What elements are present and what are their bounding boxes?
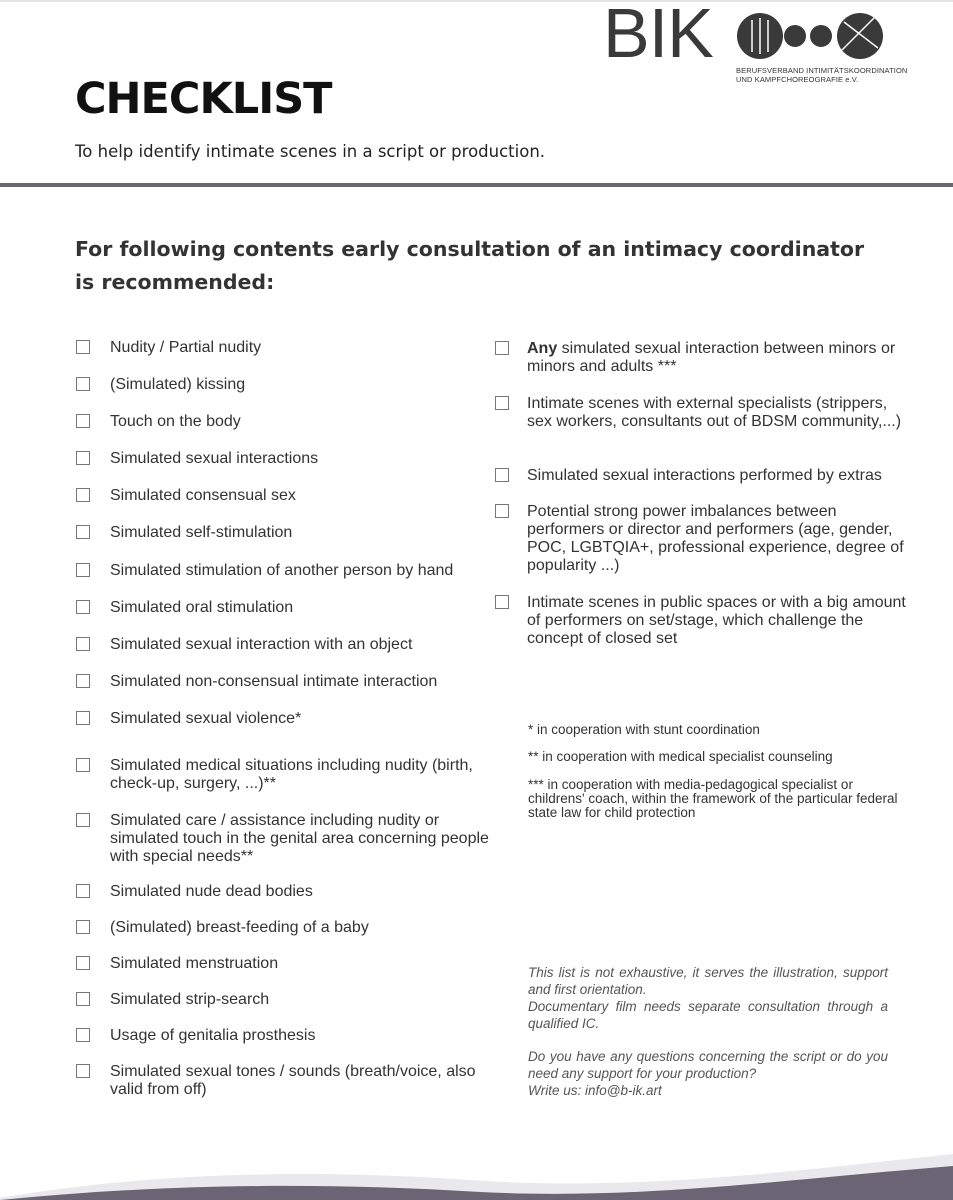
checkbox[interactable] [76, 451, 90, 465]
checklist-item[interactable]: Simulated sexual tones / sounds (breath/voice, also valid from off) [76, 1063, 495, 1099]
checklist-item[interactable]: Simulated sexual violence* [76, 710, 495, 728]
page-title: CHECKLIST [75, 74, 332, 124]
footnote: * in cooperation with stunt coordination [528, 722, 760, 737]
checklist-item[interactable]: Simulated strip-search [76, 991, 495, 1009]
checklist-item[interactable]: Simulated sexual interaction with an object [76, 636, 495, 654]
checkbox[interactable] [76, 674, 90, 688]
checkbox[interactable] [76, 488, 90, 502]
checklist-item[interactable]: Usage of genitalia prosthesis [76, 1027, 495, 1045]
checklist-item[interactable]: Simulated menstruation [76, 955, 495, 973]
section-heading: For following contents early consultation of an intimacy coordinator is recommended: [75, 237, 865, 294]
checklist-item[interactable]: Simulated consensual sex [76, 487, 495, 505]
checklist-item[interactable]: Simulated self-stimulation [76, 524, 495, 542]
checkbox[interactable] [76, 711, 90, 725]
checkbox[interactable] [76, 340, 90, 354]
checkbox[interactable] [495, 504, 509, 518]
checkbox[interactable] [76, 414, 90, 428]
logo-circles-icon [736, 12, 891, 64]
checkbox[interactable] [76, 377, 90, 391]
checklist-item[interactable]: Simulated stimulation of another person by hand [76, 562, 495, 580]
checklist-item[interactable]: Any simulated sexual interaction between minors or minors and adults *** [495, 340, 907, 376]
checklist-item[interactable]: Intimate scenes in public spaces or with a big amount of performers on set/stage, which challenge the concept of closed set [495, 594, 907, 648]
checklist-item[interactable]: Simulated medical situations including nudity (birth, check-up, surgery, ...)** [76, 757, 495, 793]
checkbox[interactable] [495, 468, 509, 482]
checklist-item[interactable]: Simulated non-consensual intimate interaction [76, 673, 495, 691]
checkbox[interactable] [495, 595, 509, 609]
checkbox[interactable] [495, 341, 509, 355]
checklist-item[interactable]: Potential strong power imbalances between performers or director and performers (age, gender, POC, LGBTQIA+, professional experience, degree of popularity ...) [495, 503, 907, 575]
bottom-wave-decoration [0, 1140, 953, 1200]
header-divider [0, 183, 953, 187]
logo-subtitle: BERUFSVERBAND INTIMITÄTSKOORDINATION UND KAMPFCHOREOGRAFIE e.V. [736, 66, 908, 84]
checklist-item[interactable]: Simulated nude dead bodies [76, 883, 495, 901]
documentary-note: Documentary film needs separate consultation through a qualified IC. [528, 999, 888, 1031]
checkbox[interactable] [76, 525, 90, 539]
checkbox[interactable] [76, 637, 90, 651]
checklist-item[interactable]: (Simulated) breast-feeding of a baby [76, 919, 495, 937]
footnote: *** in cooperation with media-pedagogical specialist or childrens' coach, within the framework of the particular federal state law for child protection [528, 777, 898, 820]
checkbox[interactable] [76, 563, 90, 577]
checklist-item[interactable]: Simulated oral stimulation [76, 599, 495, 617]
disclaimer-note: This list is not exhaustive, it serves the illustration, support and first orientation. [528, 965, 888, 997]
checklist-item[interactable]: Simulated sexual interactions [76, 450, 495, 468]
checklist-item[interactable]: (Simulated) kissing [76, 376, 495, 394]
checklist-item[interactable]: Intimate scenes with external specialists (strippers, sex workers, consultants out of BDSM community,...) [495, 395, 907, 431]
logo-wordmark: BIK [603, 0, 713, 72]
checklist-item[interactable]: Nudity / Partial nudity [76, 339, 495, 357]
checkbox[interactable] [76, 920, 90, 934]
checkbox[interactable] [76, 956, 90, 970]
checkbox[interactable] [76, 1064, 90, 1078]
checkbox[interactable] [76, 813, 90, 827]
checkbox[interactable] [76, 992, 90, 1006]
checklist-item[interactable]: Simulated care / assistance including nudity or simulated touch in the genital area concerning people with special needs** [76, 812, 495, 866]
checkbox[interactable] [76, 758, 90, 772]
checkbox[interactable] [76, 884, 90, 898]
checkbox[interactable] [495, 396, 509, 410]
question-note: Do you have any questions concerning the script or do you need any support for your production? [528, 1049, 888, 1081]
checklist-item[interactable]: Simulated sexual interactions performed by extras [495, 467, 907, 485]
bik-logo [603, 0, 908, 84]
footnote: ** in cooperation with medical specialist counseling [528, 749, 833, 764]
checkbox[interactable] [76, 1028, 90, 1042]
page-subtitle: To help identify intimate scenes in a script or production. [75, 142, 546, 161]
checkbox[interactable] [76, 600, 90, 614]
checklist-item[interactable]: Touch on the body [76, 413, 495, 431]
contact-note: Write us: info@b-ik.art [528, 1083, 662, 1098]
top-edge-strip [0, 0, 953, 2]
